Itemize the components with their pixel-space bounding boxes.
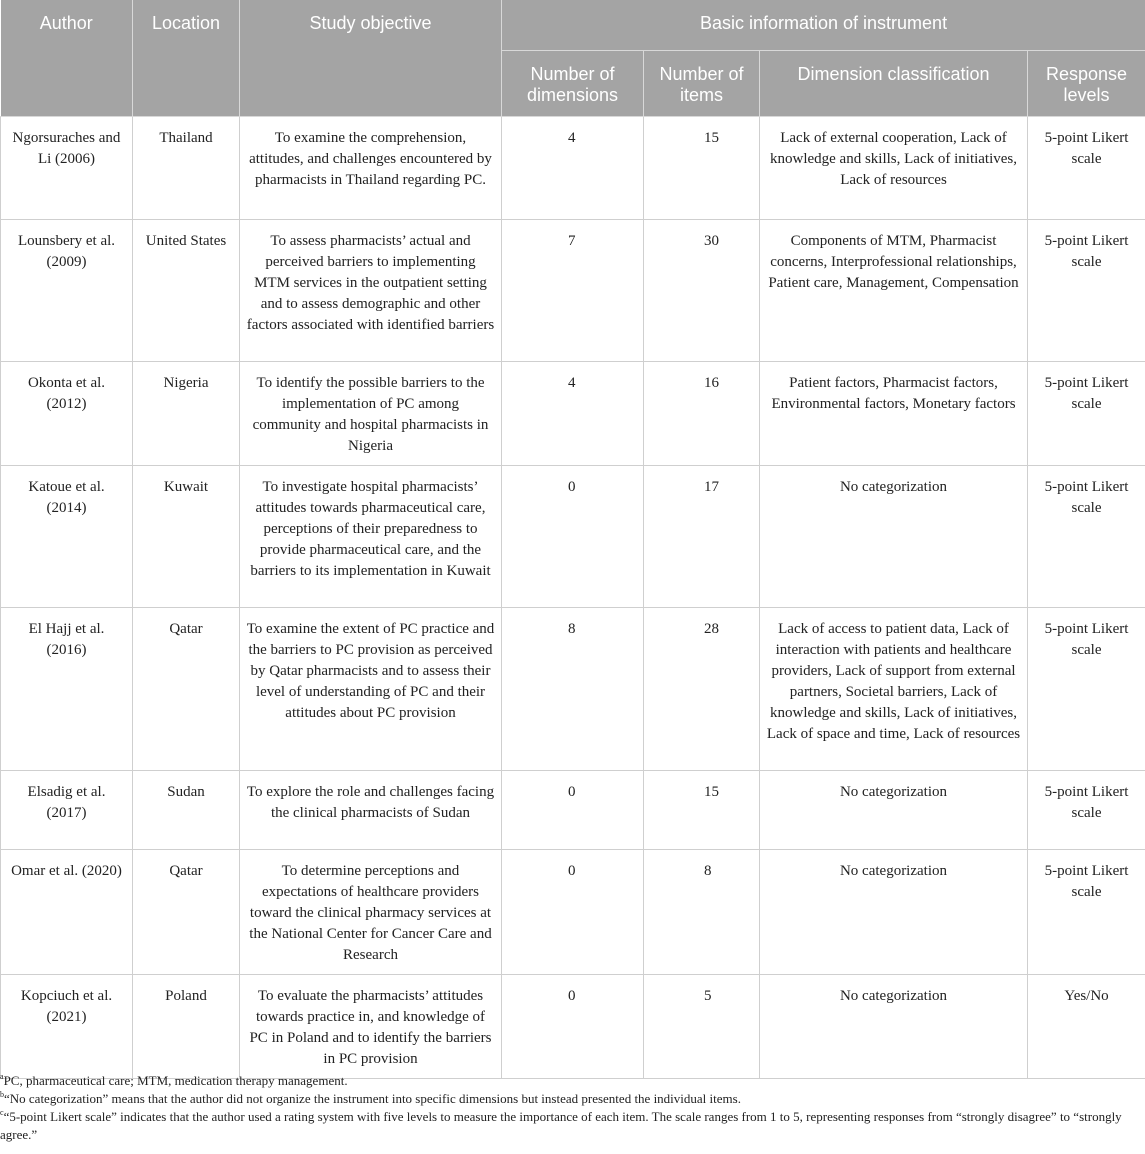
cell-response: 5-point Likert scale	[1028, 361, 1145, 465]
cell-objective: To evaluate the pharmacists’ attitudes towards practice in, and knowledge of PC in Poland and to identify the barriers in PC provision	[240, 974, 502, 1078]
table-row	[1, 607, 1145, 770]
cell-dimensions: 8	[502, 607, 644, 770]
cell-items: 17	[644, 465, 760, 607]
header-response: Response levels	[1028, 50, 1145, 116]
cell-objective: To determine perceptions and expectations of healthcare providers toward the clinical pharmacy services at the National Center for Cancer Care and Research	[240, 849, 502, 974]
cell-classification: No categorization	[760, 849, 1028, 974]
table-row	[1, 116, 1145, 219]
cell-items: 5	[644, 974, 760, 1078]
cell-response: Yes/No	[1028, 974, 1145, 1078]
footnote	[0, 1090, 1145, 1108]
cell-dimensions: 0	[502, 465, 644, 607]
cell-classification: Lack of external cooperation, Lack of knowledge and skills, Lack of initiatives, Lack of resources	[760, 116, 1028, 219]
cell-items: 8	[644, 849, 760, 974]
footnote-text: “No categorization” means that the author did not organize the instrument into specific dimensions but instead presented the individual items.	[4, 1091, 741, 1106]
footnote-mark: c	[0, 1108, 4, 1117]
table-row	[1, 219, 1145, 361]
table-row	[1, 770, 1145, 849]
cell-objective: To assess pharmacists’ actual and perceived barriers to implementing MTM services in the outpatient setting and to assess demographic and other factors associated with identified barriers	[240, 219, 502, 361]
cell-items: 15	[644, 116, 760, 219]
cell-author: Elsadig et al. (2017)	[1, 770, 133, 849]
cell-location: Poland	[133, 974, 240, 1078]
cell-classification: Patient factors, Pharmacist factors, Environmental factors, Monetary factors	[760, 361, 1028, 465]
header-instrument-group: Basic information of instrument	[502, 0, 1145, 50]
cell-items: 16	[644, 361, 760, 465]
header-items: Number of items	[644, 50, 760, 116]
cell-dimensions: 0	[502, 770, 644, 849]
cell-location: Thailand	[133, 116, 240, 219]
footnote-mark: a	[0, 1072, 4, 1081]
header-objective: Study objective	[240, 0, 502, 116]
table-body	[1, 116, 1145, 1078]
cell-response: 5-point Likert scale	[1028, 219, 1145, 361]
header-author: Author	[1, 0, 133, 116]
cell-classification: No categorization	[760, 770, 1028, 849]
cell-classification: Lack of access to patient data, Lack of interaction with patients and healthcare providers, Lack of support from external partners, Societal barriers, Lack of knowledge and skills, Lack of initiatives, Lack of space and time, Lack of resources	[760, 607, 1028, 770]
cell-dimensions: 4	[502, 116, 644, 219]
cell-classification: Components of MTM, Pharmacist concerns, Interprofessional relationships, Patient care, Management, Compensation	[760, 219, 1028, 361]
cell-author: Kopciuch et al. (2021)	[1, 974, 133, 1078]
cell-response: 5-point Likert scale	[1028, 849, 1145, 974]
cell-objective: To identify the possible barriers to the implementation of PC among community and hospital pharmacists in Nigeria	[240, 361, 502, 465]
cell-author: Omar et al. (2020)	[1, 849, 133, 974]
cell-author: Lounsbery et al. (2009)	[1, 219, 133, 361]
cell-classification: No categorization	[760, 974, 1028, 1078]
cell-items: 15	[644, 770, 760, 849]
cell-location: Qatar	[133, 607, 240, 770]
cell-dimensions: 0	[502, 849, 644, 974]
header-location: Location	[133, 0, 240, 116]
table-row	[1, 361, 1145, 465]
footnote-text: PC, pharmaceutical care; MTM, medication therapy management.	[3, 1073, 348, 1088]
table-row	[1, 849, 1145, 974]
cell-author: El Hajj et al. (2016)	[1, 607, 133, 770]
cell-items: 28	[644, 607, 760, 770]
header-dimensions: Number of dimensions	[502, 50, 644, 116]
cell-objective: To examine the comprehension, attitudes, and challenges encountered by pharmacists in Thailand regarding PC.	[240, 116, 502, 219]
cell-response: 5-point Likert scale	[1028, 465, 1145, 607]
cell-location: Qatar	[133, 849, 240, 974]
cell-response: 5-point Likert scale	[1028, 116, 1145, 219]
cell-location: Kuwait	[133, 465, 240, 607]
footnote-mark: b	[0, 1090, 4, 1099]
header-classification: Dimension classification	[760, 50, 1028, 116]
cell-objective: To explore the role and challenges facing the clinical pharmacists of Sudan	[240, 770, 502, 849]
table-header	[1, 0, 1145, 116]
footnote-text: “5-point Likert scale” indicates that the author used a rating system with five levels to measure the importance of each item. The scale ranges from 1 to 5, representing responses from “strongly disagree” to “strongly agree.”	[0, 1109, 1122, 1142]
cell-objective: To investigate hospital pharmacists’ attitudes towards pharmaceutical care, perceptions of their preparedness to provide pharmaceutical care, and the barriers to its implementation in Kuwait	[240, 465, 502, 607]
cell-objective: To examine the extent of PC practice and the barriers to PC provision as perceived by Qatar pharmacists and to assess their level of understanding of PC and their attitudes about PC provision	[240, 607, 502, 770]
cell-dimensions: 0	[502, 974, 644, 1078]
cell-location: Sudan	[133, 770, 240, 849]
cell-response: 5-point Likert scale	[1028, 770, 1145, 849]
cell-location: Nigeria	[133, 361, 240, 465]
cell-author: Okonta et al. (2012)	[1, 361, 133, 465]
footnote	[0, 1072, 1145, 1090]
cell-dimensions: 4	[502, 361, 644, 465]
cell-response: 5-point Likert scale	[1028, 607, 1145, 770]
cell-items: 30	[644, 219, 760, 361]
table-footnotes	[0, 1072, 1145, 1144]
cell-author: Ngorsuraches and Li (2006)	[1, 116, 133, 219]
footnote	[0, 1108, 1145, 1144]
table-row	[1, 465, 1145, 607]
cell-classification: No categorization	[760, 465, 1028, 607]
table-row	[1, 974, 1145, 1078]
cell-dimensions: 7	[502, 219, 644, 361]
cell-location: United States	[133, 219, 240, 361]
cell-author: Katoue et al. (2014)	[1, 465, 133, 607]
